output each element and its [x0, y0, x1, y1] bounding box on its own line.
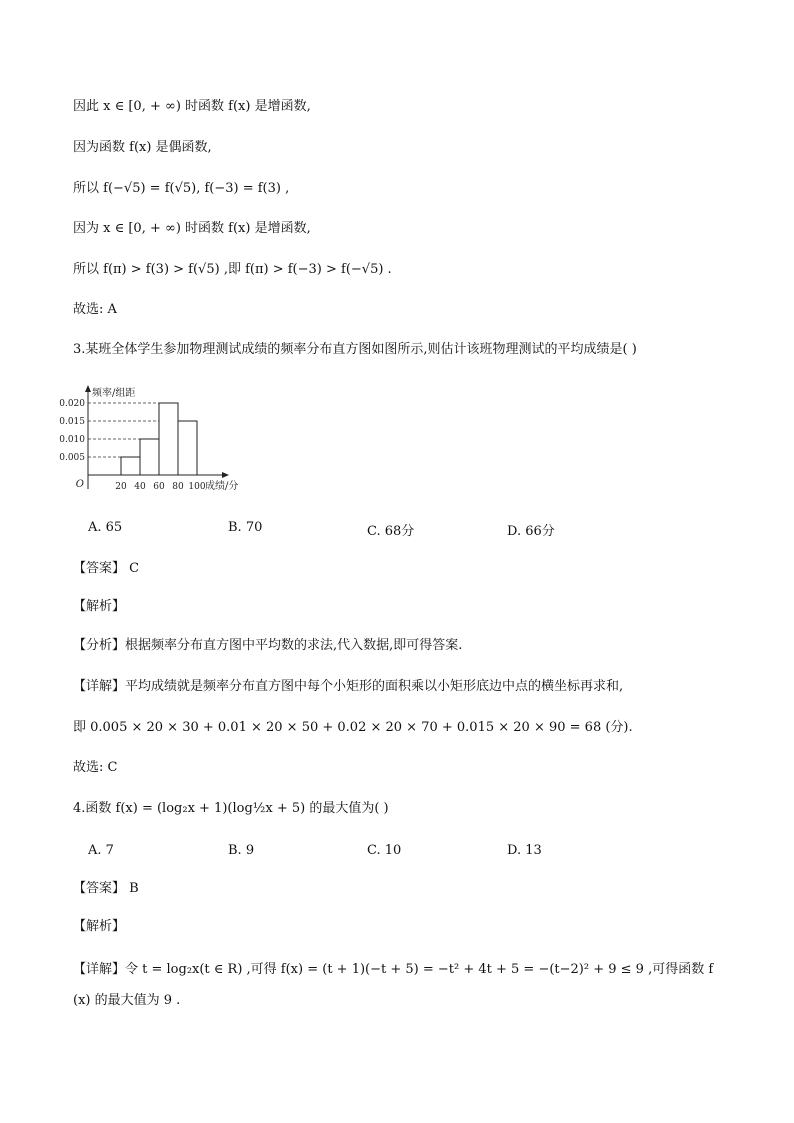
q3-option-d: D. 66分	[507, 524, 555, 539]
text-line-6: 故选: A	[73, 302, 117, 317]
text-line-3: 所以 f(−√5) = f(√5), f(−3) = f(3) ,	[73, 181, 290, 196]
q3-option-c: C. 68分	[367, 524, 415, 539]
q3-option-a: A. 65	[88, 520, 123, 535]
question-4-stem: 4.函数 f(x) = (log₂x + 1)(log½x + 5) 的最大值为( )	[73, 801, 389, 816]
x-axis-label: 成绩/分	[205, 481, 239, 492]
q4-xiangjie-line-2: (x) 的最大值为 9 .	[73, 993, 181, 1008]
histogram-bar	[140, 439, 159, 475]
x-tick-label: 100	[188, 482, 206, 492]
q3-option-b: B. 70	[228, 520, 263, 535]
x-tick-label: 20	[115, 482, 127, 492]
text-line-4: 因为 x ∈ [0, + ∞) 时函数 f(x) 是增函数,	[73, 221, 311, 236]
x-tick-label: 40	[134, 482, 146, 492]
y-tick-label: 0.005	[59, 453, 85, 463]
q4-option-d: D. 13	[507, 843, 542, 858]
q4-analysis-label: 【解析】	[73, 919, 126, 934]
origin-label: O	[75, 479, 84, 490]
q4-option-a: A. 7	[88, 843, 114, 858]
text-line-1: 因此 x ∈ [0, + ∞) 时函数 f(x) 是增函数,	[73, 99, 311, 114]
x-tick-label: 60	[153, 482, 165, 492]
y-tick-label: 0.020	[59, 399, 85, 409]
q4-xiangjie-line-1: 【详解】令 t = log₂x(t ∈ R) ,可得 f(x) = (t + 1)(−t + 5) = −t² + 4t + 5 = −(t−2)² + 9 ≤ 9 ,可得函数 f	[73, 962, 714, 977]
frequency-histogram	[59, 383, 256, 501]
question-3-stem: 3.某班全体学生参加物理测试成绩的频率分布直方图如图所示,则估计该班物理测试的平均成绩是( )	[73, 342, 637, 357]
q3-answer: 【答案】 C	[73, 561, 140, 576]
y-axis-label: 频率/组距	[92, 388, 136, 399]
x-tick-label: 80	[172, 482, 184, 492]
histogram-bar	[178, 421, 197, 475]
q3-analysis-label: 【解析】	[73, 599, 126, 614]
text-line-2: 因为函数 f(x) 是偶函数,	[73, 140, 212, 155]
q3-choice: 故选: C	[73, 760, 118, 775]
histogram-bar	[159, 403, 178, 475]
q4-answer: 【答案】 B	[73, 881, 139, 896]
x-axis-arrow	[222, 472, 229, 478]
q3-formula: 即 0.005 × 20 × 30 + 0.01 × 20 × 50 + 0.02 × 20 × 70 + 0.015 × 20 × 90 = 68 (分).	[73, 720, 633, 735]
y-axis-arrow	[85, 385, 91, 392]
q3-fenxi: 【分析】根据频率分布直方图中平均数的求法,代入数据,即可得答案.	[73, 638, 463, 653]
histogram-bar	[121, 457, 140, 475]
y-tick-label: 0.015	[59, 417, 85, 427]
q3-xiangjie: 【详解】平均成绩就是频率分布直方图中每个小矩形的面积乘以小矩形底边中点的横坐标再求和,	[73, 679, 624, 694]
y-tick-label: 0.010	[59, 435, 85, 445]
text-line-5: 所以 f(π) > f(3) > f(√5) ,即 f(π) > f(−3) > f(−√5) .	[73, 262, 392, 277]
q4-option-c: C. 10	[367, 843, 402, 858]
q4-option-b: B. 9	[228, 843, 255, 858]
